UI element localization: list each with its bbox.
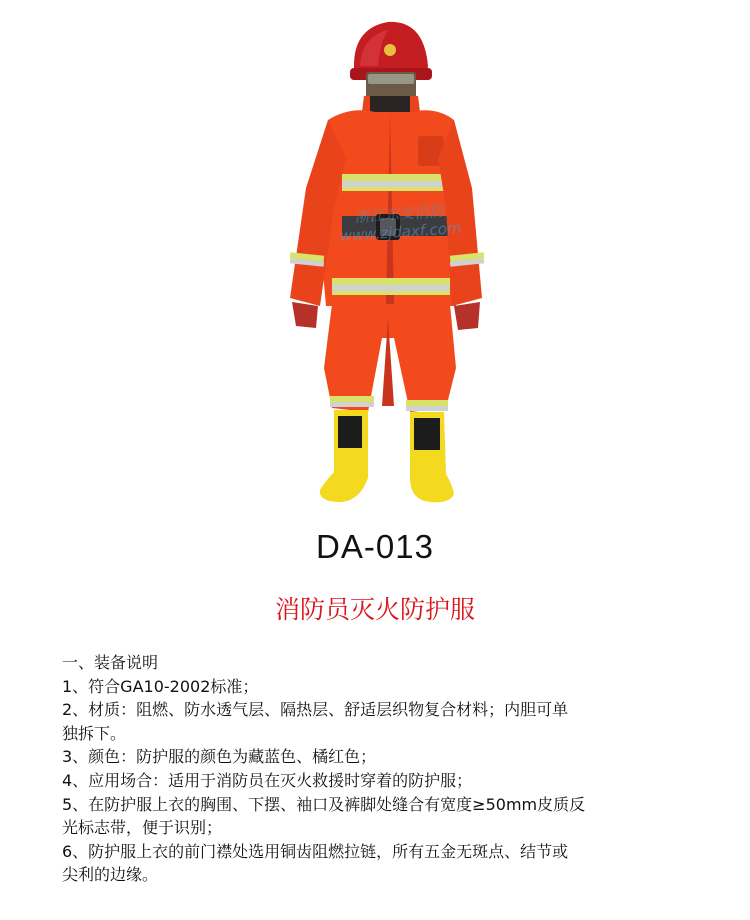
spec-heading: 一、装备说明 xyxy=(62,653,159,672)
trousers xyxy=(324,304,456,412)
spec-line: 尖利的边缘。 xyxy=(62,865,159,885)
spec-line: 3、颜色：防护服的颜色为藏蓝色、橘红色； xyxy=(62,747,377,767)
jacket xyxy=(320,110,462,306)
product-title: 消防员灭火防护服 xyxy=(274,595,475,624)
model-code: DA-013 xyxy=(316,528,434,565)
spec-line: 2、材质：阻燃、防水透气层、隔热层、舒适层织物复合材料；内胆可单 xyxy=(62,700,569,720)
spec-line: 4、应用场合：适用于消防员在灭火救援时穿着的防护服； xyxy=(62,770,473,790)
helmet xyxy=(350,22,432,98)
spec-line: 6、防护服上衣的前门襟处选用铜齿阻燃拉链，所有五金无斑点、结节或 xyxy=(62,841,569,861)
spec-line: 光标志带，便于识别； xyxy=(62,818,223,838)
boots xyxy=(320,410,454,502)
product-photo xyxy=(250,8,500,513)
spec-line: 1、符合GA10-2002标准； xyxy=(62,676,259,696)
watermark: 浙江东安消防 www.zjdaxf.com xyxy=(339,201,463,246)
spec-line: 独拆下。 xyxy=(62,723,127,743)
spec-list xyxy=(62,651,702,887)
spec-line: 5、在防护服上衣的胸围、下摆、袖口及裤脚处缝合有宽度≥50mm皮质反 xyxy=(62,794,586,814)
